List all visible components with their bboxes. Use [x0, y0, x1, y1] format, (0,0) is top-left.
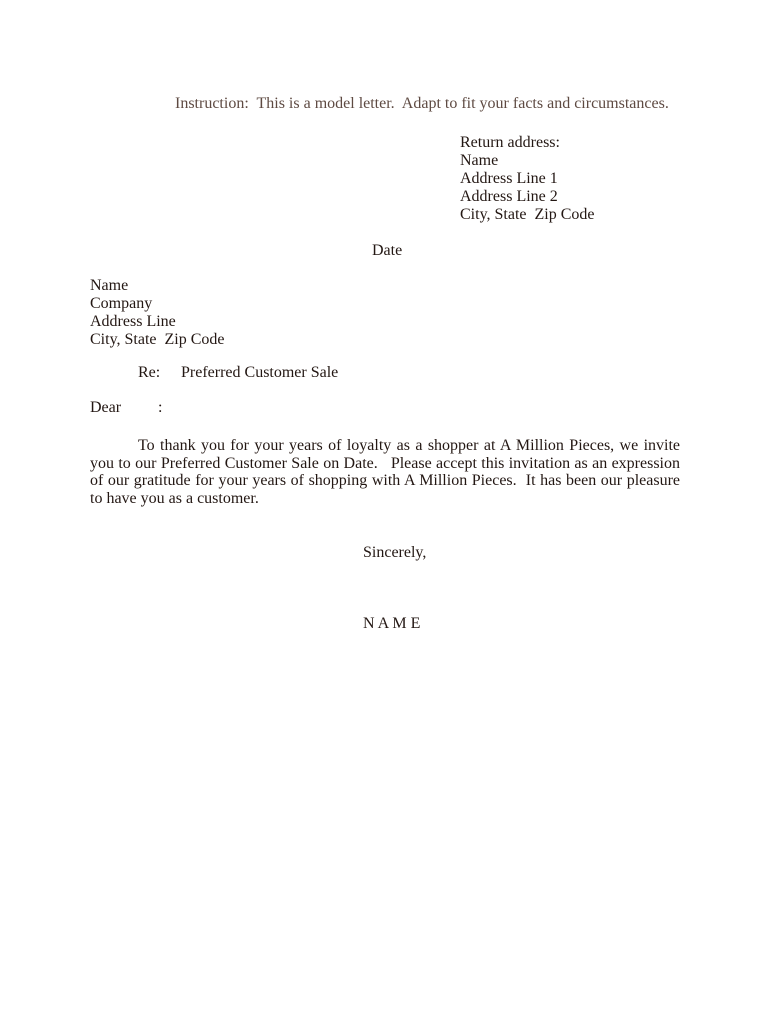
salutation-word: Dear [90, 399, 122, 416]
return-address-city-state-zip: City, State Zip Code [460, 206, 595, 223]
salutation-colon: : [158, 399, 163, 416]
return-address-label: Return address: [460, 134, 560, 151]
re-line [0, 364, 770, 382]
return-address-name: Name [460, 152, 499, 169]
signature-name: N A M E [363, 615, 421, 632]
recipient-company: Company [90, 295, 153, 312]
return-address-block [0, 134, 770, 224]
body-paragraph: To thank you for your years of loyalty as a shopper at A Million Pieces, we invite you to our Preferred Customer Sale on Date. Please accept this invitation as an expression of our gratitude for your years of shopping with A Million Pieces. It has been our pleasure to have you as a customer. [90, 437, 684, 507]
re-subject: Preferred Customer Sale [181, 364, 339, 381]
salutation-line [0, 399, 770, 417]
date-line: Date [372, 242, 403, 259]
return-address-line-1: Address Line 1 [460, 170, 558, 187]
closing-line: Sincerely, [363, 544, 427, 561]
return-address-line-2: Address Line 2 [460, 188, 558, 205]
re-label: Re: [138, 364, 161, 381]
instruction-note: Instruction: This is a model letter. Adapt to fit your facts and circumstances. [175, 95, 669, 112]
recipient-address-block [0, 277, 770, 349]
recipient-name: Name [90, 277, 129, 294]
recipient-city-state-zip: City, State Zip Code [90, 331, 225, 348]
recipient-address-line: Address Line [90, 313, 176, 330]
